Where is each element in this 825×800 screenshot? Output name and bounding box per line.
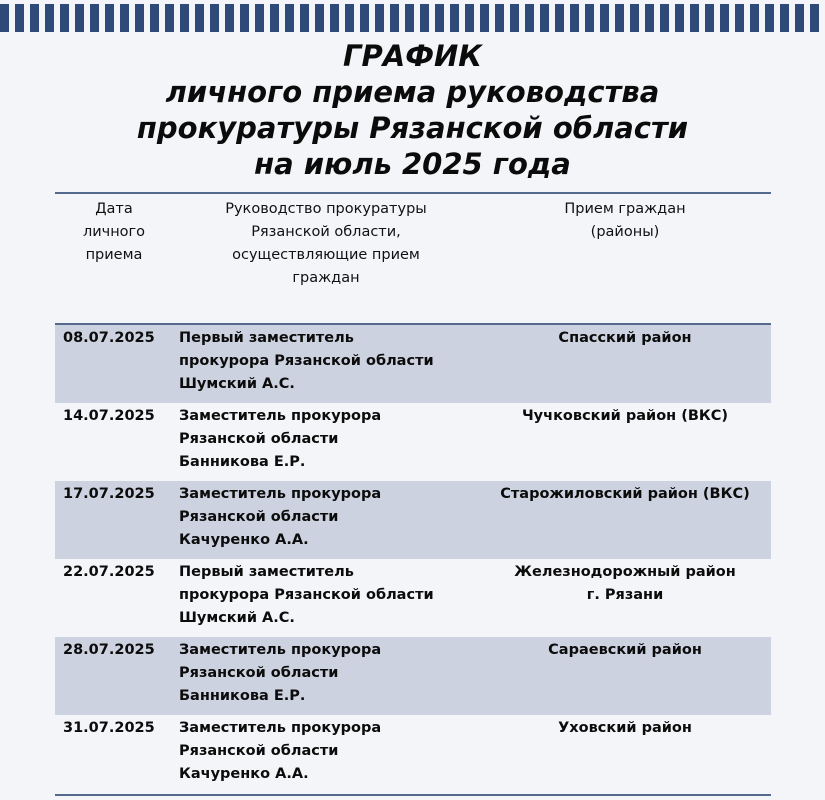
table-row bbox=[55, 715, 771, 793]
cell-leader: Заместитель прокурора Рязанской области Качуренко А.А. bbox=[179, 486, 382, 548]
bottom-divider bbox=[55, 794, 771, 796]
title-line-2: личного приема руководства bbox=[165, 75, 660, 109]
cell-date: 31.07.2025 bbox=[63, 720, 155, 736]
table-row bbox=[55, 325, 771, 403]
top-divider bbox=[55, 192, 771, 194]
cell-date: 08.07.2025 bbox=[63, 330, 155, 346]
decorative-stripe bbox=[0, 4, 825, 32]
column-header-date: Дата личного приема bbox=[82, 201, 146, 263]
title-line-1: ГРАФИК bbox=[343, 39, 482, 73]
cell-date: 17.07.2025 bbox=[63, 486, 155, 502]
schedule-table bbox=[55, 325, 771, 793]
cell-reception: Железнодорожный район г. Рязани bbox=[514, 564, 736, 603]
page-title bbox=[0, 38, 825, 182]
column-header-reception: Прием граждан (районы) bbox=[564, 201, 686, 240]
table-row bbox=[55, 559, 771, 637]
cell-date: 22.07.2025 bbox=[63, 564, 155, 580]
table-header bbox=[55, 198, 771, 318]
cell-leader: Первый заместитель прокурора Рязанской области Шумский А.С. bbox=[179, 330, 434, 392]
cell-date: 14.07.2025 bbox=[63, 408, 155, 424]
cell-reception: Уховский район bbox=[558, 720, 692, 736]
table-row bbox=[55, 481, 771, 559]
cell-reception: Сараевский район bbox=[548, 642, 702, 658]
cell-reception: Чучковский район (ВКС) bbox=[521, 408, 729, 424]
title-line-3: прокуратуры Рязанской области bbox=[136, 111, 689, 145]
cell-leader: Первый заместитель прокурора Рязанской области Шумский А.С. bbox=[179, 564, 434, 626]
table-row bbox=[55, 637, 771, 715]
cell-leader: Заместитель прокурора Рязанской области Банникова Е.Р. bbox=[179, 408, 382, 470]
cell-leader: Заместитель прокурора Рязанской области Качуренко А.А. bbox=[179, 720, 382, 782]
table-row bbox=[55, 403, 771, 481]
cell-reception: Старожиловский район (ВКС) bbox=[500, 486, 750, 502]
cell-leader: Заместитель прокурора Рязанской области Банникова Е.Р. bbox=[179, 642, 382, 704]
cell-date: 28.07.2025 bbox=[63, 642, 155, 658]
cell-reception: Спасский район bbox=[558, 330, 692, 346]
column-header-leader: Руководство прокуратуры Рязанской области, осуществляющие прием граждан bbox=[225, 201, 427, 286]
title-line-4: на июль 2025 года bbox=[254, 147, 571, 181]
